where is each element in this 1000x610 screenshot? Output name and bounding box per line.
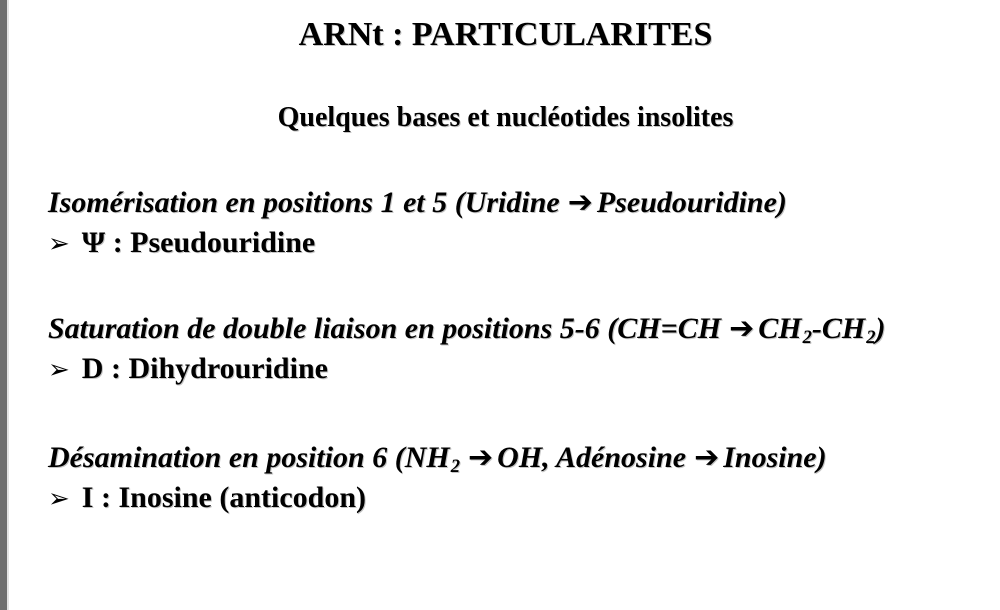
- section-2-heading: Saturation de double liaison en positions 5-6 (CH=CH ➔ $CH_2-CH_2$): [48, 311, 886, 349]
- bullet-text: D : Dihydrouridine: [81, 352, 328, 385]
- arrowhead-bullet-icon: ➢: [48, 484, 70, 514]
- right-arrow-icon: ➔: [567, 185, 593, 220]
- section-1-bullet: [48, 225, 315, 262]
- section-2-bullet: [48, 351, 328, 388]
- left-edge-bar: [0, 0, 9, 610]
- subscript: 2: [802, 327, 812, 349]
- subscript: 2: [866, 327, 876, 349]
- right-arrow-icon: ➔: [694, 440, 720, 475]
- section-3-heading: Désamination en position 6 ($NH_2$ ➔ OH, Adénosine ➔ Inosine): [48, 440, 827, 478]
- bullet-text: I : Inosine (anticodon): [81, 481, 367, 514]
- section-3-bullet: [48, 480, 366, 517]
- bullet-text: Ψ : Pseudouridine: [81, 226, 316, 259]
- arrowhead-bullet-icon: ➢: [48, 229, 70, 259]
- arrowhead-bullet-icon: ➢: [48, 355, 70, 385]
- right-arrow-icon: ➔: [729, 311, 755, 346]
- right-arrow-icon: ➔: [468, 440, 494, 475]
- slide-title: ARNt : PARTICULARITES: [298, 16, 713, 53]
- slide-subtitle: Quelques bases et nucléotides insolites: [277, 102, 734, 133]
- subscript: 2: [450, 456, 461, 478]
- section-1-heading: Isomérisation en positions 1 et 5 (Uridine ➔ Pseudouridine): [48, 185, 787, 220]
